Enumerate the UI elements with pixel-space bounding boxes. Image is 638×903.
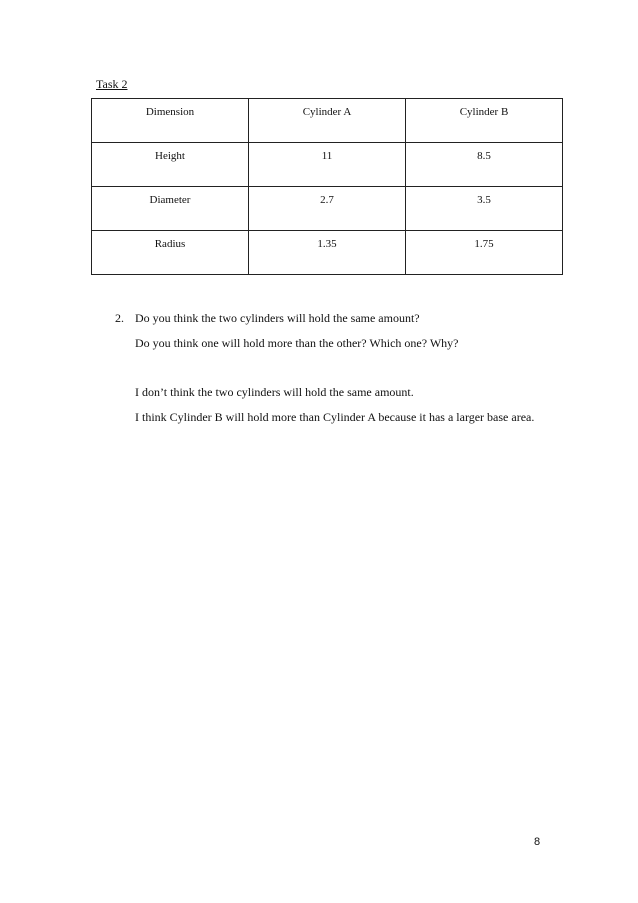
dimensions-table (91, 98, 563, 275)
question-line-1: Do you think the two cylinders will hold the same amount? (135, 311, 420, 325)
header-cylinder-b: Cylinder B (406, 99, 563, 143)
cell-cylinder-a: 2.7 (249, 187, 406, 231)
task-title: Task 2 (96, 77, 128, 91)
table-row (92, 187, 563, 231)
answer-line-2: I think Cylinder B will hold more than Cylinder A because it has a larger base area. (135, 410, 535, 424)
page-number: 8 (534, 836, 541, 848)
table-header-row (92, 99, 563, 143)
answer-line-1: I don’t think the two cylinders will hold the same amount. (135, 385, 414, 399)
question-number: 2. (115, 311, 124, 325)
table-row (92, 143, 563, 187)
cell-label: Radius (92, 231, 249, 275)
question-line-2: Do you think one will hold more than the other? Which one? Why? (135, 336, 459, 350)
header-cylinder-a: Cylinder A (249, 99, 406, 143)
cell-cylinder-a: 11 (249, 143, 406, 187)
cell-label: Diameter (92, 187, 249, 231)
cell-cylinder-b: 3.5 (406, 187, 563, 231)
cell-cylinder-b: 8.5 (406, 143, 563, 187)
cell-label: Height (92, 143, 249, 187)
header-dimension: Dimension (92, 99, 249, 143)
cell-cylinder-b: 1.75 (406, 231, 563, 275)
cell-cylinder-a: 1.35 (249, 231, 406, 275)
table-row (92, 231, 563, 275)
